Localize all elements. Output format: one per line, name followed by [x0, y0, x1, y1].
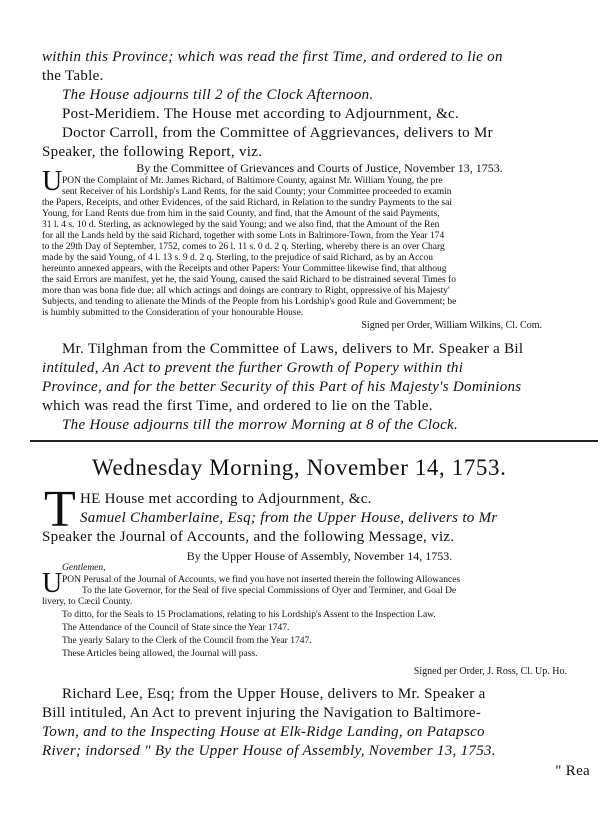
text-line: River; indorsed " By the Upper House of Assembly, November 13, 1753. [42, 743, 496, 759]
report-signature: Signed per Order, William Wilkins, Cl. Com. [361, 320, 542, 331]
report-line: more than was bona fide due; all which actings and doings are contrary to Right, oppressive of his Majesty' [42, 286, 450, 296]
message-line: The Attendance of the Council of State since the Year 1747. [62, 623, 290, 633]
message-signature: Signed per Order, J. Ross, Cl. Up. Ho. [413, 666, 567, 677]
report-line: is humbly submitted to the Consideration of your honourable House. [42, 308, 304, 318]
report-line: to the 29th Day of September, 1752, comes to 26 l. 11 s. 0 d. 2 q. Sterling, whereby there is an over Charg [42, 242, 445, 252]
text-line: Post-Meridiem. The House met according to Adjournment, &c. [62, 106, 460, 122]
text-line: the Table. [42, 68, 104, 84]
drop-cap: U [42, 166, 63, 197]
message-line: The yearly Salary to the Clerk of the Council from the Year 1747. [62, 636, 312, 646]
day-heading: Wednesday Morning, November 14, 1753. [92, 455, 507, 480]
report-line: Young, for Land Rents due from him in the said County, and find, that the Amount of the said Payments, [42, 209, 440, 219]
text-line: intituled, An Act to prevent the further Growth of Popery within thi [42, 360, 464, 376]
text-line: Richard Lee, Esq; from the Upper House, delivers to Mr. Speaker a [62, 686, 486, 702]
report-line: made by the said Young, of 4 l. 13 s. 9 d. 2 q. Sterling, to the prejudice of said Richard, as by an Accou [42, 253, 434, 263]
report-line: the said Errors are manifest, yet he, the said Young, caused the said Richard to be distrained several Times fo [42, 275, 456, 285]
drop-cap: U [42, 568, 63, 599]
report-line: PON the Complaint of Mr. James Richard, of Baltimore County, against Mr. William Young, the pre [62, 176, 443, 186]
text-line: Doctor Carroll, from the Committee of Aggrievances, delivers to Mr [62, 125, 493, 141]
message-line: These Articles being allowed, the Journal will pass. [62, 649, 258, 659]
section-divider [30, 440, 598, 442]
message-line: livery, to Cæcil County. [42, 597, 133, 607]
report-line: the Papers, Receipts, and other Evidences, of the said Richard, in Relation to the sundry Payments to the sai [42, 198, 452, 208]
text-line: within this Province; which was read the first Time, and ordered to lie on [42, 49, 503, 65]
catchword: " Rea [555, 763, 590, 779]
message-line: PON Perusal of the Journal of Accounts, we find you have not inserted therein the following Allowances [62, 575, 461, 585]
text-line: Speaker, the following Report, viz. [42, 144, 263, 160]
text-line: Province, and for the better Security of this Part of his Majesty's Dominions [42, 379, 522, 395]
text-line: which was read the first Time, and ordered to lie on the Table. [42, 398, 433, 414]
report-line: sent Receiver of his Lordship's Land Rents, for the said County; your Committee proceeded to examin [62, 187, 452, 197]
report-line: Subjects, and tending to alienate the Minds of the People from his Lordship's good Rule and Government; be [42, 297, 457, 307]
text-line: Speaker the Journal of Accounts, and the following Message, viz. [42, 529, 455, 545]
message-salutation: Gentlemen, [62, 563, 106, 573]
text-line: Samuel Chamberlaine, Esq; from the Upper House, delivers to Mr [80, 510, 498, 526]
message-line: To ditto, for the Seals to 15 Proclamations, relating to his Lordship's Assent to the Inspection Law. [62, 610, 436, 620]
report-line: hereunto annexed appears, with the Receipts and other Papers: Your Committee likewise find, that althoug [42, 264, 447, 274]
text-line: Bill intituled, An Act to prevent injuring the Navigation to Baltimore- [42, 705, 482, 721]
drop-cap: T [44, 481, 76, 538]
text-line: The House adjourns till the morrow Morning at 8 of the Clock. [62, 417, 459, 433]
report-line: for all the Lands held by the said Richard, together with some Lots in Baltimore-Town, from the Year 174 [42, 231, 445, 241]
text-line: Town, and to the Inspecting House at Elk-Ridge Landing, on Patapsco [42, 724, 485, 740]
message-line: To the late Governor, for the Seal of five special Commissions of Oyer and Terminer, and Goal De [82, 586, 457, 596]
text-line: Mr. Tilghman from the Committee of Laws, delivers to Mr. Speaker a Bil [62, 341, 524, 357]
message-heading: By the Upper House of Assembly, November 14, 1753. [186, 549, 453, 563]
report-heading: By the Committee of Grievances and Courts of Justice, November 13, 1753. [136, 161, 503, 175]
text-line: HE House met according to Adjournment, &c. [80, 491, 372, 507]
text-line: The House adjourns till 2 of the Clock Afternoon. [62, 87, 374, 103]
report-line: 31 l. 4 s. 10 d. Sterling, as acknowleged by the said Young; and we also find, that the Amount of the Ren [42, 220, 440, 230]
